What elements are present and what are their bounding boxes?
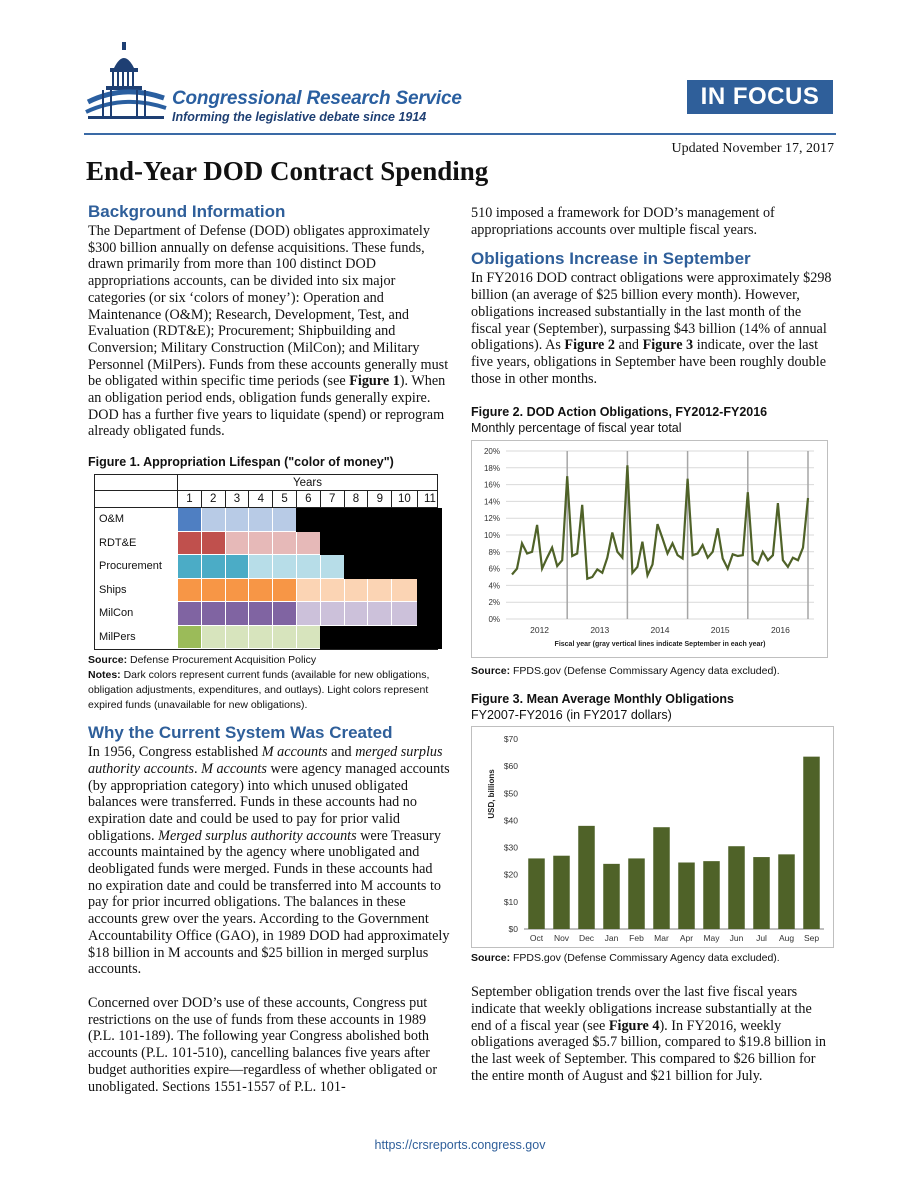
- paragraph-why-2-continued: 510 imposed a framework for DOD’s management of appropriations accounts over multiple fiscal years.: [471, 205, 775, 238]
- lifespan-cell: [225, 555, 249, 579]
- lifespan-cell: [201, 626, 225, 650]
- x-tick-label: Jul: [756, 933, 767, 944]
- bar: [553, 856, 570, 929]
- x-tick-label: 2014: [650, 625, 670, 636]
- lifespan-cell: [248, 602, 272, 626]
- figure-3-title: Figure 3. Mean Average Monthly Obligations: [471, 692, 735, 707]
- lifespan-cell: [201, 555, 225, 579]
- lifespan-cell: [177, 579, 201, 603]
- bar: [628, 859, 645, 930]
- year-number: 1: [177, 491, 201, 507]
- lifespan-cell: [391, 579, 417, 603]
- x-tick-label: Jan: [604, 933, 619, 944]
- paragraph-obligations-2: September obligation trends over the last five fiscal years indicate that weekly obligations increase substantially at the end of a fiscal year (see Figure 4). In FY2016, weekly obligations averaged $5.7 billion, compared to $19.8 billion in the last week of September. This compared to $26 billion for the entire month of August and $21 billion for July.: [471, 984, 827, 1084]
- figure-1-title: Figure 1. Appropriation Lifespan ("color of money"): [88, 455, 394, 470]
- appropriation-lifespan-table: [94, 474, 438, 650]
- lifespan-cell: [320, 626, 344, 650]
- in-focus-badge: IN FOCUS: [687, 80, 833, 114]
- lifespan-cell: [417, 626, 443, 650]
- lifespan-cell: [272, 532, 296, 556]
- lifespan-cell: [367, 626, 391, 650]
- figure-1-source: Source: Defense Procurement Acquisition Policy: [88, 654, 317, 667]
- y-tick-label: $60: [503, 761, 518, 772]
- lifespan-cell: [201, 579, 225, 603]
- lifespan-cell: [225, 532, 249, 556]
- lifespan-cell: [225, 626, 249, 650]
- x-tick-label: Dec: [578, 933, 595, 944]
- year-number: 9: [367, 491, 391, 507]
- year-number: 7: [320, 491, 344, 507]
- lifespan-cell: [177, 532, 201, 556]
- lifespan-cell: [391, 555, 417, 579]
- lifespan-row-label: Procurement: [99, 560, 162, 573]
- y-tick-label: $0: [508, 924, 518, 935]
- lifespan-cell: [391, 626, 417, 650]
- year-number: 5: [272, 491, 296, 507]
- x-tick-label: 2015: [710, 625, 730, 636]
- y-tick-label: $70: [503, 734, 518, 745]
- y-tick-label: 6%: [488, 564, 500, 574]
- year-number: 4: [248, 491, 272, 507]
- figure-1-reference: Figure 1: [349, 373, 400, 390]
- capitol-dome-icon: [84, 40, 174, 130]
- y-tick-label: 10%: [483, 531, 500, 541]
- lifespan-cell: [225, 602, 249, 626]
- x-axis-label: Fiscal year (gray vertical lines indicate September in each year): [554, 641, 766, 649]
- y-tick-label: 12%: [483, 514, 500, 524]
- figure-3-source: Source: FPDS.gov (Defense Commissary Agency data excluded).: [471, 952, 780, 965]
- figure-2-title: Figure 2. DOD Action Obligations, FY2012-FY2016: [471, 405, 768, 420]
- figure-4-reference: Figure 4: [608, 1017, 660, 1034]
- figure-3-subtitle: FY2007-FY2016 (in FY2017 dollars): [471, 708, 672, 723]
- y-tick-label: 8%: [488, 548, 500, 558]
- y-tick-label: $10: [503, 897, 518, 908]
- lifespan-row-label: Ships: [99, 583, 127, 596]
- paragraph-why-1: In 1956, Congress established M accounts and merged surplus authority accounts. M accounts were agency managed accounts (by appropriation category) into which unused obligated balances were transferred. Funds in these accounts had no expiration date and could be used to pay for prior valid obligations. Merged surplus authority accounts were Treasury accounts maintained by the agency where unobligated and deobligated funds were merged. Funds in these accounts had no expiration date and could be transferred into M accounts to pay for prior incurred obligations. The balances in these accounts grew over the years. According to the Government Accountability Office (GAO), in 1989 DOD had approximately $18 billion in M accounts and $25 billion in merged surplus accounts.: [88, 744, 450, 978]
- lifespan-cell: [367, 555, 391, 579]
- lifespan-cell: [248, 579, 272, 603]
- footer-url[interactable]: https://crsreports.congress.gov: [374, 1138, 546, 1152]
- lifespan-cell: [320, 579, 344, 603]
- lifespan-cell: [272, 602, 296, 626]
- lifespan-row: [95, 555, 437, 579]
- lifespan-row: [95, 626, 437, 650]
- lifespan-cell: [272, 508, 296, 532]
- lifespan-cell: [296, 555, 320, 579]
- x-tick-label: Jun: [729, 933, 744, 944]
- series-line: [512, 466, 808, 579]
- lifespan-cell: [201, 602, 225, 626]
- lifespan-cell: [344, 626, 368, 650]
- x-tick-label: Mar: [654, 933, 669, 944]
- lifespan-cell: [344, 579, 368, 603]
- lifespan-cell: [344, 508, 368, 532]
- header-divider: [84, 133, 836, 135]
- lifespan-row-label: RDT&E: [99, 536, 137, 549]
- lifespan-cell: [248, 626, 272, 650]
- bar: [528, 859, 545, 930]
- lifespan-cell: [177, 602, 201, 626]
- lifespan-cell: [367, 579, 391, 603]
- x-tick-label: 2013: [590, 625, 610, 636]
- y-tick-label: 0%: [488, 615, 500, 625]
- bar: [778, 855, 795, 930]
- bar: [653, 828, 670, 930]
- lifespan-cell: [367, 602, 391, 626]
- lifespan-cell: [177, 555, 201, 579]
- figure-2-chart-frame: [471, 440, 828, 658]
- lifespan-cell: [296, 626, 320, 650]
- lifespan-cell: [367, 508, 391, 532]
- figure-2-source: Source: FPDS.gov (Defense Commissary Agency data excluded).: [471, 665, 780, 678]
- lifespan-cell: [367, 532, 391, 556]
- year-number: 6: [296, 491, 320, 507]
- year-number: 11: [417, 491, 443, 507]
- lifespan-row: [95, 579, 437, 603]
- paragraph-obligations-1: In FY2016 DOD contract obligations were approximately $298 billion (an average of $25 billion every month). However, obligations increased substantially in the last month of the fiscal year (September), surpassing $43 billion (14% of annual obligations). As Figure 2 and Figure 3 indicate, over the last five years, obligations in September have been roughly double those in other months.: [471, 270, 832, 387]
- page-title: End-Year DOD Contract Spending: [86, 156, 489, 186]
- lifespan-cell: [417, 579, 443, 603]
- bar: [578, 826, 595, 929]
- right-column: [471, 205, 834, 1085]
- figure-2-reference: Figure 2: [564, 337, 615, 354]
- bar: [703, 861, 720, 929]
- x-tick-label: Oct: [529, 933, 544, 944]
- year-number: 3: [225, 491, 249, 507]
- figure-3-reference: Figure 3: [642, 337, 694, 354]
- lifespan-row: [95, 602, 437, 626]
- y-tick-label: $40: [503, 815, 518, 826]
- figure-3-bar-chart: [472, 727, 833, 947]
- paragraph-why-2: Concerned over DOD’s use of these accounts, Congress put restrictions on the use of funds from these accounts in 1989 (P.L. 101-189). The following year Congress abolished both accounts (P.L. 101-510), cancelling balances five years after budget authorities expire—regardless of whether obligated or unobligated. Sections 1551-1557 of P.L. 101-: [88, 994, 438, 1095]
- lifespan-cell: [225, 579, 249, 603]
- heading-background: Background Information: [88, 202, 286, 221]
- org-name: Congressional Research Service: [172, 88, 462, 109]
- lifespan-cell: [344, 532, 368, 556]
- bar: [678, 863, 695, 930]
- x-tick-label: Nov: [553, 933, 570, 944]
- year-number: 8: [344, 491, 368, 507]
- y-tick-label: 2%: [488, 598, 500, 608]
- bar: [603, 864, 620, 929]
- lifespan-cell: [391, 508, 417, 532]
- lifespan-row-label: O&M: [99, 513, 125, 526]
- lifespan-cell: [417, 555, 443, 579]
- lifespan-cell: [177, 626, 201, 650]
- y-tick-label: 16%: [483, 480, 500, 490]
- lifespan-cell: [391, 602, 417, 626]
- lifespan-row: [95, 532, 437, 556]
- x-tick-label: Apr: [679, 933, 694, 944]
- lifespan-cell: [320, 508, 344, 532]
- crs-logo: [84, 40, 504, 130]
- paragraph-background: The Department of Defense (DOD) obligates approximately $300 billion annually on defense acquisitions. These funds, drawn primarily from more than 100 distinct DOD appropriations accounts, can be divided into six major categories (or six ‘colors of money’): Operation and Maintenance (O&M); Research, Development, Test, and Evaluation (RDT&E); Procurement; Shipbuilding and Conversion; Military Construction (MilCon); and Military Personnel (MilPers). Funds from these accounts generally must be obligated within specific time periods (see Figure 1). When an obligation period ends, obligation funds generally expire. DOD has a further five years to liquidate (spend) or reprogram already obligated funds.: [88, 223, 449, 440]
- x-tick-label: Feb: [629, 933, 644, 944]
- x-tick-label: May: [703, 933, 720, 944]
- lifespan-cell: [248, 508, 272, 532]
- x-tick-label: 2012: [530, 625, 550, 636]
- lifespan-cell: [296, 579, 320, 603]
- lifespan-cell: [272, 555, 296, 579]
- lifespan-cell: [272, 626, 296, 650]
- lifespan-cell: [344, 555, 368, 579]
- lifespan-row: [95, 508, 437, 532]
- figure-2-subtitle: Monthly percentage of fiscal year total: [471, 421, 682, 436]
- y-tick-label: $30: [503, 842, 518, 853]
- y-tick-label: $50: [503, 788, 518, 799]
- lifespan-cell: [391, 532, 417, 556]
- heading-why: Why the Current System Was Created: [88, 723, 393, 743]
- y-axis-label: USD, billions: [487, 769, 496, 819]
- lifespan-cell: [417, 508, 443, 532]
- lifespan-cell: [296, 602, 320, 626]
- lifespan-cell: [344, 602, 368, 626]
- lifespan-cell: [417, 602, 443, 626]
- lifespan-cell: [320, 532, 344, 556]
- lifespan-cell: [248, 532, 272, 556]
- lifespan-row-label: MilCon: [99, 607, 134, 620]
- year-number: 2: [201, 491, 225, 507]
- y-tick-label: 20%: [483, 447, 500, 457]
- updated-date: Updated November 17, 2017: [671, 141, 834, 156]
- lifespan-cell: [272, 579, 296, 603]
- y-tick-label: 4%: [488, 581, 500, 591]
- y-tick-label: 14%: [483, 497, 500, 507]
- x-tick-label: Aug: [778, 933, 795, 944]
- bar: [803, 757, 820, 929]
- lifespan-cell: [225, 508, 249, 532]
- lifespan-cell: [248, 555, 272, 579]
- lifespan-cell: [320, 602, 344, 626]
- heading-obligations: Obligations Increase in September: [471, 249, 751, 269]
- lifespan-cell: [201, 532, 225, 556]
- bar: [728, 847, 745, 930]
- lifespan-cell: [296, 508, 320, 532]
- figure-1-notes: Notes: Dark colors represent current funds (available for new obligations, obligation adjustments, expenditures, and outlays). Light colors represent expired funds (unavailable for new obligations).: [88, 669, 430, 712]
- lifespan-row-label: MilPers: [99, 630, 136, 643]
- lifespan-cell: [320, 555, 344, 579]
- y-tick-label: 18%: [483, 464, 500, 474]
- lifespan-cell: [417, 532, 443, 556]
- lifespan-cell: [201, 508, 225, 532]
- years-header: Years: [177, 475, 437, 490]
- org-tagline: Informing the legislative debate since 1914: [172, 110, 427, 124]
- left-column: [88, 202, 450, 1095]
- figure-2-line-chart: [472, 441, 827, 657]
- year-number: 10: [391, 491, 417, 507]
- lifespan-cell: [296, 532, 320, 556]
- lifespan-cell: [177, 508, 201, 532]
- x-tick-label: Sep: [803, 933, 820, 944]
- x-tick-label: 2016: [770, 625, 790, 636]
- figure-3-chart-frame: [471, 726, 834, 948]
- bar: [753, 857, 770, 929]
- y-tick-label: $20: [503, 870, 518, 881]
